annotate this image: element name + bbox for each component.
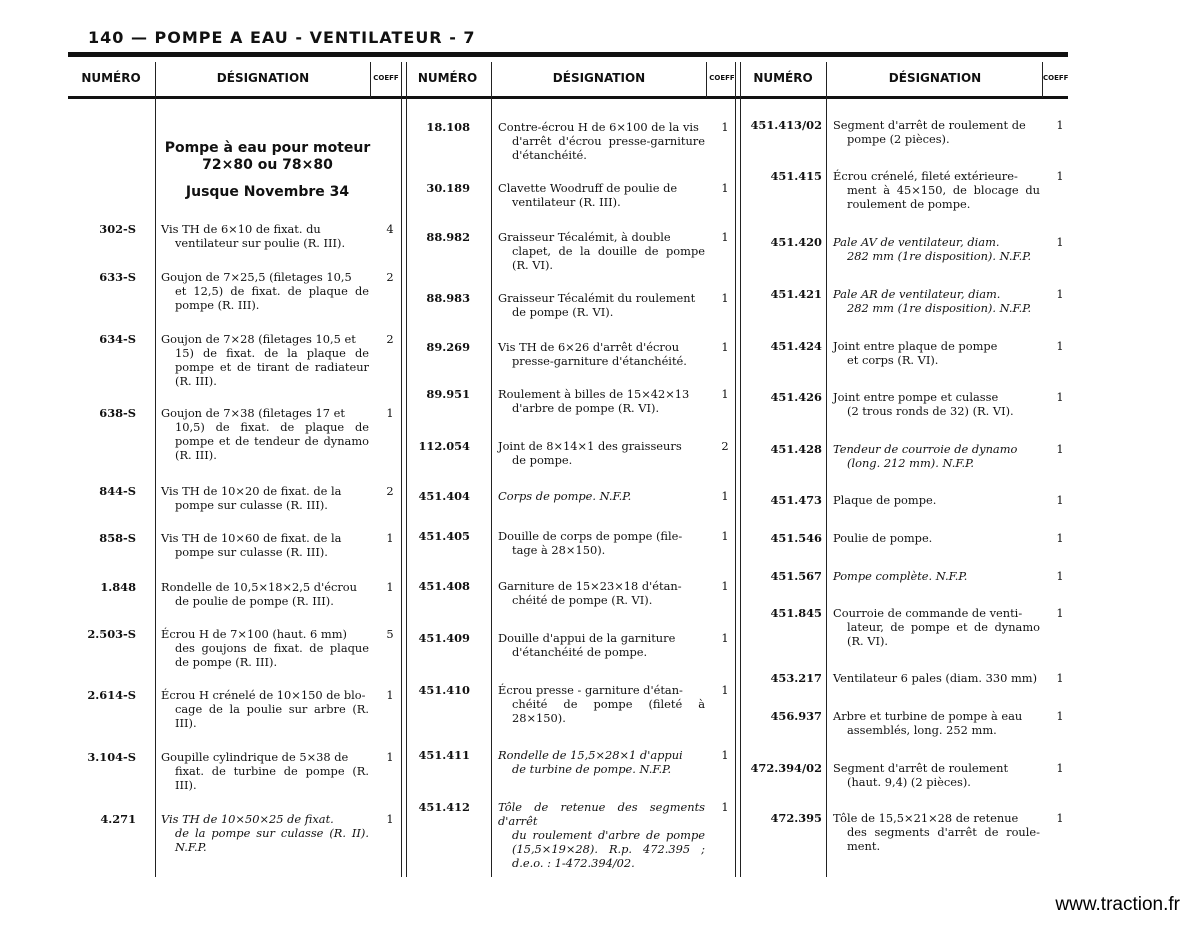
part-designation — [833, 442, 1040, 470]
designation-first-line: Pale AR de ventilateur, diam. — [833, 287, 1001, 301]
designation-first-line: Vis TH de 10×60 de fixat. de la — [161, 531, 342, 545]
part-number: 451.421 — [770, 287, 822, 301]
part-quantity: 1 — [1056, 709, 1064, 723]
part-number: 3.104-S — [87, 750, 136, 764]
col-header-coeff: COEFF — [1043, 74, 1068, 82]
column-rule — [706, 62, 707, 98]
part-number: 451.409 — [418, 631, 470, 645]
designation-continuation: lateur, de pompe et de dynamo (R. VI). — [847, 620, 1040, 648]
part-designation — [498, 230, 705, 272]
designation-continuation: de pompe (R. VI). — [512, 305, 614, 319]
part-number: 2.503-S — [87, 627, 136, 641]
designation-continuation: ventilateur (R. III). — [512, 195, 621, 209]
designation-first-line: Goujon de 7×38 (filetages 17 et — [161, 406, 345, 420]
designation-continuation: d'étanchéité de pompe. — [512, 645, 648, 659]
part-number: 472.394/02 — [750, 761, 822, 775]
part-quantity: 1 — [1056, 169, 1064, 183]
part-quantity: 1 — [721, 291, 729, 305]
designation-first-line: Tendeur de courroie de dynamo — [833, 442, 1018, 456]
designation-first-line: Goupille cylindrique de 5×38 de — [161, 750, 349, 764]
part-designation — [833, 493, 1040, 507]
designation-first-line: Corps de pompe. N.F.P. — [498, 489, 632, 503]
part-designation — [498, 631, 705, 659]
designation-first-line: Rondelle de 10,5×18×2,5 d'écrou — [161, 580, 357, 594]
designation-continuation: d'arbre de pompe (R. VI). — [512, 401, 660, 415]
part-quantity: 1 — [1056, 390, 1064, 404]
part-designation — [161, 812, 369, 854]
part-designation — [161, 484, 369, 512]
col-header-numero: NUMÉRO — [81, 71, 141, 85]
part-number: 451.428 — [770, 442, 822, 456]
designation-continuation: chéité de pompe (fileté à 28×150). — [512, 697, 705, 725]
part-number: 451.405 — [418, 529, 470, 543]
part-designation — [161, 332, 369, 388]
designation-continuation: tage à 28×150). — [512, 543, 606, 557]
site-watermark: www.traction.fr — [1055, 894, 1180, 915]
part-number: 30.189 — [426, 181, 470, 195]
part-number: 18.108 — [426, 120, 470, 134]
designation-continuation: clapet, de la douille de pompe (R. VI). — [512, 244, 705, 272]
part-quantity: 1 — [721, 529, 729, 543]
part-number: 89.951 — [426, 387, 470, 401]
part-designation — [498, 748, 705, 776]
col-header-numero: NUMÉRO — [753, 71, 813, 85]
page-header: 140 — POMPE A EAU - VENTILATEUR - 7 — [88, 28, 476, 47]
designation-continuation: 15) de fixat. de la plaque de pompe et de tirant de radiateur (R. III). — [175, 346, 369, 388]
designation-continuation: presse-garniture d'étanchéité. — [512, 354, 687, 368]
part-number: 472.395 — [770, 811, 822, 825]
col-header-designation: DÉSIGNATION — [216, 71, 310, 85]
part-number: 451.415 — [770, 169, 822, 183]
part-number: 451.404 — [418, 489, 470, 503]
part-number: 88.983 — [426, 291, 470, 305]
designation-continuation: (2 trous ronds de 32) (R. VI). — [847, 404, 1014, 418]
part-number: 638-S — [99, 406, 136, 420]
part-quantity: 1 — [1056, 287, 1064, 301]
designation-continuation: et 12,5) de fixat. de plaque de pompe (R. III). — [175, 284, 369, 312]
part-designation — [833, 531, 1040, 545]
part-number: 451.546 — [770, 531, 822, 545]
designation-continuation: ventilateur sur poulie (R. III). — [175, 236, 346, 250]
part-quantity: 1 — [721, 579, 729, 593]
part-number: 112.054 — [418, 439, 470, 453]
part-quantity: 5 — [386, 627, 394, 641]
header-bottom-rule — [68, 96, 1068, 99]
designation-continuation: des segments d'arrêt de roule- ment. — [847, 825, 1040, 853]
designation-first-line: Garniture de 15×23×18 d'étan- — [498, 579, 682, 593]
part-number: 633-S — [99, 270, 136, 284]
part-number: 451.845 — [770, 606, 822, 620]
designation-first-line: Écrou presse - garniture d'étan- — [498, 683, 683, 697]
part-number: 453.217 — [770, 671, 822, 685]
part-quantity: 1 — [1056, 811, 1064, 825]
part-designation — [833, 671, 1040, 685]
designation-first-line: Joint entre plaque de pompe — [833, 339, 998, 353]
banner-line: Pompe à eau pour moteur — [164, 140, 371, 156]
part-quantity: 1 — [721, 387, 729, 401]
designation-first-line: Graisseur Técalémit du roulement — [498, 291, 696, 305]
part-number: 451.413/02 — [750, 118, 822, 132]
designation-first-line: Écrou H crénelé de 10×150 de blo- — [161, 688, 366, 702]
designation-continuation: (long. 212 mm). N.F.P. — [847, 456, 975, 470]
part-quantity: 1 — [386, 406, 394, 420]
part-number: 4.271 — [100, 812, 136, 826]
part-number: 451.420 — [770, 235, 822, 249]
designation-first-line: Pompe complète. N.F.P. — [833, 569, 968, 583]
designation-first-line: Écrou crénelé, fileté extérieure- — [833, 169, 1018, 183]
designation-continuation: de la pompe sur culasse (R. II). N.F.P. — [175, 826, 369, 854]
part-quantity: 1 — [1056, 606, 1064, 620]
designation-first-line: Roulement à billes de 15×42×13 — [498, 387, 690, 401]
part-designation — [161, 531, 369, 559]
part-number: 451.410 — [418, 683, 470, 697]
designation-continuation: de turbine de pompe. N.F.P. — [512, 762, 672, 776]
designation-first-line: Clavette Woodruff de poulie de — [498, 181, 678, 195]
part-quantity: 1 — [1056, 761, 1064, 775]
designation-first-line: Joint de 8×14×1 des graisseurs — [498, 439, 682, 453]
designation-continuation: pompe (2 pièces). — [847, 132, 950, 146]
part-designation — [161, 688, 369, 730]
part-designation — [498, 120, 705, 162]
col-header-designation: DÉSIGNATION — [552, 71, 646, 85]
designation-first-line: Plaque de pompe. — [833, 493, 937, 507]
designation-first-line: Goujon de 7×28 (filetages 10,5 et — [161, 332, 356, 346]
part-designation — [498, 291, 705, 319]
designation-first-line: Poulie de pompe. — [833, 531, 933, 545]
designation-continuation: fixat. de turbine de pompe (R. III). — [175, 764, 369, 792]
designation-continuation: pompe sur culasse (R. III). — [175, 545, 328, 559]
designation-first-line: Écrou H de 7×100 (haut. 6 mm) — [161, 627, 347, 641]
col-header-numero: NUMÉRO — [417, 71, 478, 85]
part-number: 451.473 — [770, 493, 822, 507]
designation-continuation: assemblés, long. 252 mm. — [847, 723, 997, 737]
designation-continuation: du roulement d'arbre de pompe (15,5×19×28). R.p. 472.395 ; d.e.o. : 1-472.394/02. — [512, 828, 705, 870]
designation-first-line: Joint entre pompe et culasse — [833, 390, 999, 404]
designation-continuation: d'arrêt d'écrou presse-garniture d'étanchéité. — [512, 134, 705, 162]
part-designation — [833, 709, 1040, 737]
part-designation — [161, 222, 369, 250]
part-quantity: 1 — [721, 120, 729, 134]
part-designation — [498, 181, 705, 209]
designation-continuation: (haut. 9,4) (2 pièces). — [847, 775, 971, 789]
designation-first-line: Douille d'appui de la garniture — [498, 631, 676, 645]
part-number: 302-S — [99, 222, 136, 236]
part-designation — [833, 287, 1040, 315]
part-designation — [498, 439, 705, 467]
section-banner — [160, 140, 375, 201]
part-quantity: 1 — [721, 489, 729, 503]
designation-continuation: cage de la poulie sur arbre (R. III). — [175, 702, 369, 730]
designation-continuation: 282 mm (1re disposition). N.F.P. — [847, 249, 1032, 263]
designation-continuation: ment à 45×150, de blocage du roulement de pompe. — [847, 183, 1040, 211]
part-number: 634-S — [99, 332, 136, 346]
designation-continuation: pompe sur culasse (R. III). — [175, 498, 328, 512]
part-designation — [833, 339, 1040, 367]
part-quantity: 1 — [721, 230, 729, 244]
part-quantity: 1 — [721, 181, 729, 195]
part-quantity: 1 — [1056, 493, 1064, 507]
designation-first-line: Rondelle de 15,5×28×1 d'appui — [498, 748, 683, 762]
part-quantity: 1 — [1056, 339, 1064, 353]
part-quantity: 1 — [386, 531, 394, 545]
designation-first-line: Tôle de retenue des segments d'arrêt — [498, 800, 705, 828]
designation-first-line: Segment d'arrêt de roulement de — [833, 118, 1026, 132]
part-number: 1.848 — [100, 580, 136, 594]
table-header — [68, 62, 1068, 94]
part-designation — [833, 118, 1040, 146]
banner-line: Jusque Novembre 34 — [185, 184, 350, 200]
part-quantity: 1 — [386, 750, 394, 764]
part-quantity: 1 — [721, 748, 729, 762]
part-quantity: 2 — [721, 439, 729, 453]
part-designation — [833, 569, 1040, 583]
part-designation — [833, 761, 1040, 789]
designation-first-line: Ventilateur 6 pales (diam. 330 mm) — [833, 671, 1038, 685]
part-quantity: 1 — [1056, 531, 1064, 545]
designation-continuation: et corps (R. VI). — [847, 353, 939, 367]
designation-first-line: Tôle de 15,5×21×28 de retenue — [833, 811, 1019, 825]
part-designation — [161, 580, 369, 608]
part-quantity: 4 — [386, 222, 394, 236]
part-quantity: 2 — [386, 332, 394, 346]
designation-first-line: Segment d'arrêt de roulement — [833, 761, 1009, 775]
part-quantity: 1 — [721, 631, 729, 645]
part-quantity: 1 — [1056, 118, 1064, 132]
designation-first-line: Vis TH de 10×20 de fixat. de la — [161, 484, 342, 498]
part-quantity: 1 — [721, 800, 729, 814]
part-number: 89.269 — [426, 340, 470, 354]
designation-first-line: Courroie de commande de venti- — [833, 606, 1023, 620]
part-quantity: 1 — [1056, 235, 1064, 249]
part-number: 456.937 — [770, 709, 822, 723]
column-rule — [491, 62, 492, 877]
designation-first-line: Contre-écrou H de 6×100 de la vis — [498, 120, 699, 134]
part-designation — [161, 750, 369, 792]
column-rule — [155, 62, 156, 877]
designation-continuation: chéité de pompe (R. VI). — [512, 593, 653, 607]
part-quantity: 2 — [386, 484, 394, 498]
column-rule — [370, 62, 371, 98]
designation-continuation: des goujons de fixat. de plaque de pompe (R. III). — [175, 641, 369, 669]
part-quantity: 1 — [1056, 442, 1064, 456]
designation-continuation: de poulie de pompe (R. III). — [175, 594, 334, 608]
part-designation — [833, 235, 1040, 263]
part-designation — [498, 800, 705, 870]
part-quantity: 1 — [1056, 671, 1064, 685]
designation-first-line: Arbre et turbine de pompe à eau — [833, 709, 1023, 723]
designation-first-line: Vis TH de 6×10 de fixat. du — [161, 222, 321, 236]
designation-continuation: de pompe. — [512, 453, 573, 467]
designation-first-line: Vis TH de 6×26 d'arrêt d'écrou — [498, 340, 680, 354]
part-quantity: 1 — [721, 340, 729, 354]
part-quantity: 1 — [386, 688, 394, 702]
part-number: 451.411 — [418, 748, 470, 762]
banner-line: 72×80 ou 78×80 — [202, 157, 333, 173]
part-designation — [498, 387, 705, 415]
group-separator — [735, 62, 741, 877]
part-designation — [833, 169, 1040, 211]
part-designation — [161, 406, 369, 462]
part-quantity: 2 — [386, 270, 394, 284]
part-number: 451.567 — [770, 569, 822, 583]
part-number: 451.412 — [418, 800, 470, 814]
part-quantity: 1 — [386, 812, 394, 826]
part-designation — [498, 340, 705, 368]
column-rule — [1042, 62, 1043, 98]
part-designation — [498, 579, 705, 607]
part-designation — [833, 811, 1040, 853]
designation-first-line: Pale AV de ventilateur, diam. — [833, 235, 1000, 249]
part-quantity: 1 — [1056, 569, 1064, 583]
designation-first-line: Goujon de 7×25,5 (filetages 10,5 — [161, 270, 352, 284]
designation-first-line: Vis TH de 10×50×25 de fixat. — [161, 812, 334, 826]
part-number: 2.614-S — [87, 688, 136, 702]
part-number: 88.982 — [426, 230, 470, 244]
part-designation — [161, 627, 369, 669]
part-number: 451.426 — [770, 390, 822, 404]
col-header-designation: DÉSIGNATION — [888, 71, 982, 85]
part-quantity: 1 — [721, 683, 729, 697]
designation-continuation: 282 mm (1re disposition). N.F.P. — [847, 301, 1032, 315]
part-designation — [833, 390, 1040, 418]
part-designation — [161, 270, 369, 312]
col-header-coeff: COEFF — [709, 74, 735, 82]
part-number: 451.424 — [770, 339, 822, 353]
part-designation — [498, 683, 705, 725]
column-rule — [826, 62, 827, 877]
designation-first-line: Graisseur Técalémit, à double — [498, 230, 671, 244]
designation-first-line: Douille de corps de pompe (file- — [498, 529, 683, 543]
part-quantity: 1 — [386, 580, 394, 594]
part-designation — [833, 606, 1040, 648]
part-designation — [498, 489, 705, 503]
part-number: 858-S — [99, 531, 136, 545]
designation-continuation: 10,5) de fixat. de plaque de pompe et de tendeur de dynamo (R. III). — [175, 420, 369, 462]
part-number: 451.408 — [418, 579, 470, 593]
part-number: 844-S — [99, 484, 136, 498]
header-rule — [68, 52, 1068, 57]
col-header-coeff: COEFF — [373, 74, 399, 82]
part-designation — [498, 529, 705, 557]
